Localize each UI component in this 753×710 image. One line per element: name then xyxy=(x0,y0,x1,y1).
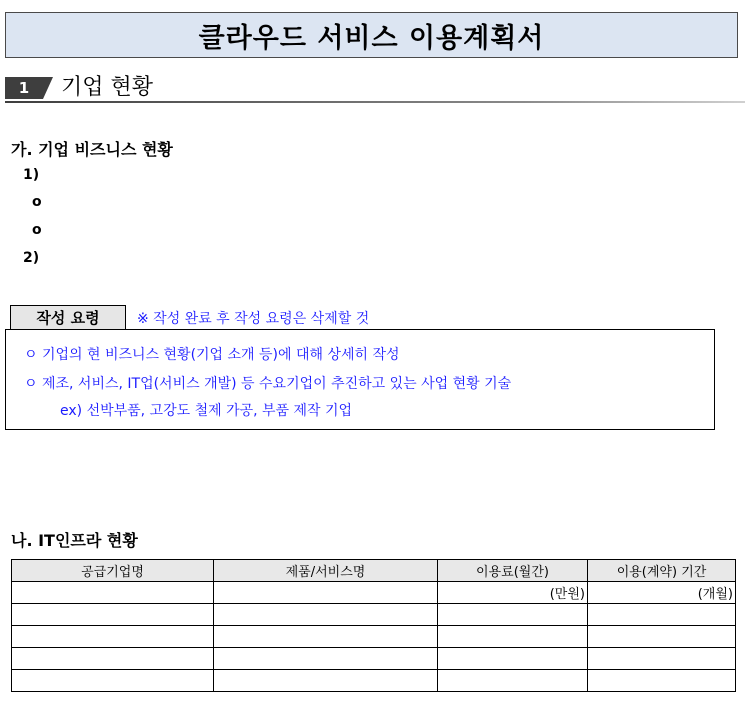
subsection-b-title: 나. IT인프라 현황 xyxy=(11,531,138,550)
table-row xyxy=(12,582,736,604)
table-row xyxy=(12,626,736,648)
table-cell[interactable] xyxy=(12,648,214,670)
guide-line: ex) 선박부품, 고강도 철제 가공, 부품 제작 기업 xyxy=(60,403,353,419)
table-row xyxy=(12,648,736,670)
table-cell[interactable] xyxy=(438,626,588,648)
section-underline xyxy=(5,101,745,103)
unit-cell-period[interactable]: (개월) xyxy=(588,582,736,604)
column-header: 이용료(월간) xyxy=(438,560,588,582)
section-title: 기업 현황 xyxy=(61,75,154,100)
guide-box xyxy=(5,329,715,430)
guide-label: 작성 요령 xyxy=(10,305,126,329)
unit-cell-fee[interactable]: (만원) xyxy=(438,582,588,604)
table-cell[interactable] xyxy=(12,582,214,604)
section-header xyxy=(5,74,745,102)
list-item: o xyxy=(32,222,42,238)
column-header: 제품/서비스명 xyxy=(214,560,438,582)
list-item: 2) xyxy=(23,250,40,266)
table-cell[interactable] xyxy=(12,604,214,626)
table-row xyxy=(12,670,736,692)
it-infra-table xyxy=(11,559,736,692)
table-cell[interactable] xyxy=(588,670,736,692)
guide-line: ㅇ 제조, 서비스, IT업(서비스 개발) 등 수요기업이 추진하고 있는 사업 현황 기술 xyxy=(24,376,512,392)
document-title: 클라우드 서비스 이용계획서 xyxy=(5,12,738,58)
table-cell[interactable] xyxy=(588,648,736,670)
guide-line: ㅇ 기업의 현 비즈니스 현황(기업 소개 등)에 대해 상세히 작성 xyxy=(24,347,400,363)
section-number: 1 xyxy=(5,77,43,99)
column-header: 이용(계약) 기간 xyxy=(588,560,736,582)
table-cell[interactable] xyxy=(214,582,438,604)
table-cell[interactable] xyxy=(214,670,438,692)
table-cell[interactable] xyxy=(12,670,214,692)
table-cell[interactable] xyxy=(214,604,438,626)
column-header: 공급기업명 xyxy=(12,560,214,582)
table-cell[interactable] xyxy=(588,604,736,626)
table-cell[interactable] xyxy=(214,626,438,648)
table-header-row xyxy=(12,560,736,582)
table-cell[interactable] xyxy=(588,626,736,648)
table-cell[interactable] xyxy=(438,670,588,692)
table-cell[interactable] xyxy=(438,604,588,626)
guide-note: ※ 작성 완료 후 작성 요령은 삭제할 것 xyxy=(137,311,370,327)
subsection-a-title: 가. 기업 비즈니스 현황 xyxy=(11,140,173,159)
table-row xyxy=(12,604,736,626)
list-item: o xyxy=(32,194,42,210)
table-cell[interactable] xyxy=(12,626,214,648)
table-cell[interactable] xyxy=(214,648,438,670)
list-item: 1) xyxy=(23,167,40,183)
table-cell[interactable] xyxy=(438,648,588,670)
